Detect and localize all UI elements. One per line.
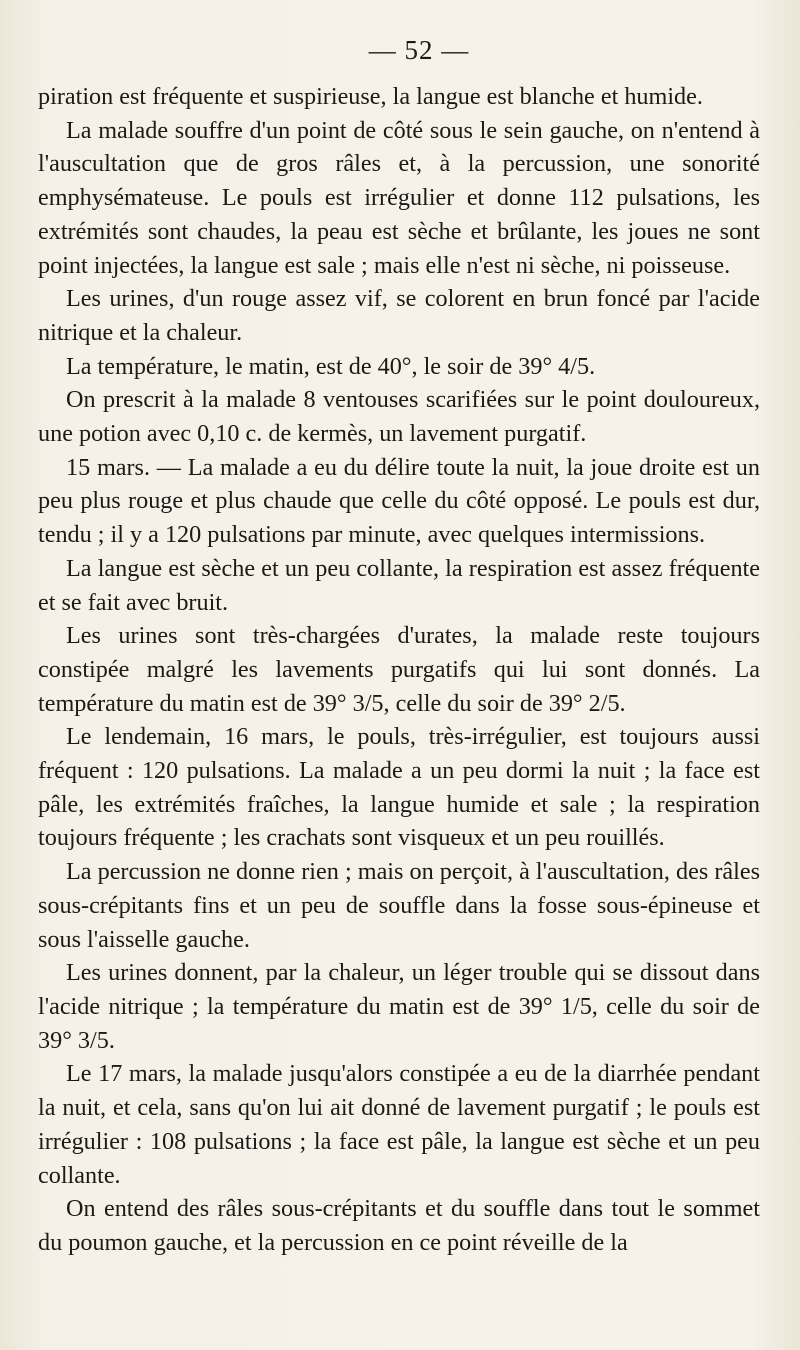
paragraph-10: La percussion ne donne rien ; mais on perçoit, à l'auscultation, des râles sous-crépitants fins et un peu de souffle dans la fosse sous-épineuse et sous l'aisselle gauche. [38, 858, 760, 953]
paragraph-11: Les urines donnent, par la chaleur, un léger trouble qui se dissout dans l'acide nitrique ; la température du matin est de 39° 1/5, celle du soir de 39° 3/5. [38, 959, 760, 1054]
paragraph-4: La température, le matin, est de 40°, le soir de 39° 4/5. [66, 352, 596, 380]
paragraph-2: La malade souffre d'un point de côté sous le sein gauche, on n'entend à l'auscultation que de gros râles et, à la percussion, une sonorité emphysémateuse. Le pouls est irrégulier et donne 112 pulsations, les extrémités sont chaudes, la peau est sèche et brûlante, les joues ne sont point injectées, la langue est sale ; mais elle n'est ni sèche, ni poisseuse. [38, 116, 760, 279]
paragraph-7: La langue est sèche et un peu collante, la respiration est assez fréquente et se fait avec bruit. [38, 554, 760, 616]
body-text [38, 80, 760, 1260]
paragraph-3: Les urines, d'un rouge assez vif, se colorent en brun foncé par l'acide nitrique et la chaleur. [38, 285, 760, 346]
paragraph-1: piration est fréquente et suspirieuse, la langue est blanche et humide. [38, 83, 703, 110]
paragraph-12: Le 17 mars, la malade jusqu'alors constipée a eu de la diarrhée pendant la nuit, et cela, sans qu'on lui ait donné de lavement purgatif ; le pouls est irrégulier : 108 pulsations ; la face est pâle, la langue est sèche et un peu collante. [38, 1060, 760, 1189]
paragraph-5: On prescrit à la malade 8 ventouses scarifiées sur le point douloureux, une potion avec 0,10 c. de kermès, un lavement purgatif. [38, 386, 760, 448]
paragraph-9: Le lendemain, 16 mars, le pouls, très-irrégulier, est toujours aussi fréquent : 120 pulsations. La malade a un peu dormi la nuit ; la face est pâle, les extrémités fraîches, la langue humide et sale ; la respiration toujours fréquente ; les crachats sont visqueux et un peu rouillés. [38, 723, 760, 852]
paragraph-6: 15 mars. — La malade a eu du délire toute la nuit, la joue droite est un peu plus rouge et plus chaude que celle du côté opposé. Le pouls est dur, tendu ; il y a 120 pulsations par minute, avec quelques intermissions. [38, 453, 760, 549]
page-number: — 52 — [368, 35, 470, 65]
paragraph-8: Les urines sont très-chargées d'urates, la malade reste toujours constipée malgré les lavements purgatifs qui lui sont donnés. La température du matin est de 39° 3/5, celle du soir de 39° 2/5. [38, 622, 760, 717]
paragraph-13: On entend des râles sous-crépitants et du souffle dans tout le sommet du poumon gauche, et la percussion en ce point réveille de la [38, 1195, 760, 1256]
